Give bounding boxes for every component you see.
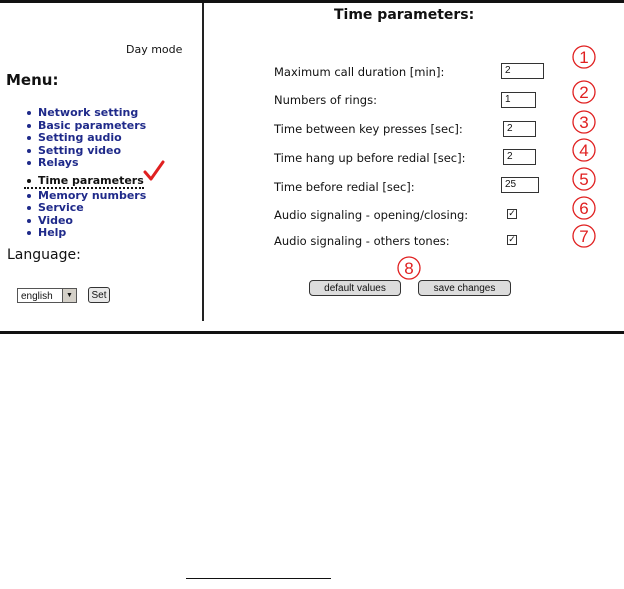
svg-text:1: 1: [579, 48, 589, 67]
day-mode-label: Day mode: [126, 43, 183, 56]
callout-3: [572, 110, 596, 134]
svg-text:8: 8: [404, 259, 414, 278]
max-call-duration-label: Maximum call duration [min]:: [274, 65, 445, 79]
menu-item-basic-parameters[interactable]: Basic parameters: [24, 119, 146, 132]
top-border: [0, 0, 624, 3]
language-label: Language:: [7, 247, 81, 263]
audio-other-tones-checkbox[interactable]: ✓: [508, 235, 516, 245]
callout-1: [572, 45, 596, 69]
bottom-border: [0, 331, 624, 334]
numbers-of-rings-input[interactable]: 1: [501, 92, 536, 108]
menu-title: Menu:: [6, 71, 59, 89]
menu-item-relays[interactable]: Relays: [24, 156, 146, 169]
key-press-time-input[interactable]: 2: [503, 121, 536, 137]
callout-2: [572, 80, 596, 104]
footnote-rule: [186, 578, 331, 579]
svg-text:2: 2: [579, 83, 589, 102]
max-call-duration-input[interactable]: 2: [501, 63, 544, 79]
menu-item-help[interactable]: Help: [24, 226, 146, 239]
audio-opening-closing-checkbox[interactable]: ✓: [508, 209, 516, 219]
audio-opening-closing-label: Audio signaling - opening/closing:: [274, 208, 469, 222]
menu-item-time-parameters[interactable]: Time parameters: [24, 174, 144, 189]
time-before-redial-input[interactable]: 25: [501, 177, 539, 193]
menu-item-network-setting[interactable]: Network setting: [24, 106, 146, 119]
default-values-button[interactable]: default values: [309, 280, 401, 296]
menu-item-memory-numbers[interactable]: Memory numbers: [24, 189, 146, 202]
callout-7: [572, 224, 596, 248]
language-select[interactable]: [17, 288, 77, 303]
svg-text:6: 6: [579, 199, 589, 218]
checkmark-icon: [143, 159, 165, 183]
hang-up-time-input[interactable]: 2: [503, 149, 536, 165]
set-language-button[interactable]: Set: [88, 287, 110, 303]
callout-8: [397, 256, 421, 280]
language-select-value: english: [21, 291, 53, 302]
menu-item-setting-audio[interactable]: Setting audio: [24, 131, 146, 144]
svg-text:5: 5: [579, 170, 589, 189]
menu-item-service[interactable]: Service: [24, 201, 146, 214]
menu-item-setting-video[interactable]: Setting video: [24, 144, 146, 157]
audio-other-tones-label: Audio signaling - others tones:: [274, 234, 450, 248]
chevron-down-icon[interactable]: ▼: [62, 289, 76, 302]
callout-5: [572, 167, 596, 191]
callout-6: [572, 196, 596, 220]
panel-divider: [202, 3, 204, 321]
numbers-of-rings-label: Numbers of rings:: [274, 93, 377, 107]
hang-up-time-label: Time hang up before redial [sec]:: [274, 151, 466, 165]
save-changes-button[interactable]: save changes: [418, 280, 511, 296]
menu-list: [24, 106, 146, 239]
svg-text:4: 4: [579, 141, 589, 160]
menu-item-video[interactable]: Video: [24, 214, 146, 227]
callout-4: [572, 138, 596, 162]
svg-text:3: 3: [579, 113, 589, 132]
time-before-redial-label: Time before redial [sec]:: [274, 180, 415, 194]
key-press-time-label: Time between key presses [sec]:: [274, 122, 463, 136]
svg-text:7: 7: [579, 227, 589, 246]
page-title: Time parameters:: [334, 7, 475, 23]
